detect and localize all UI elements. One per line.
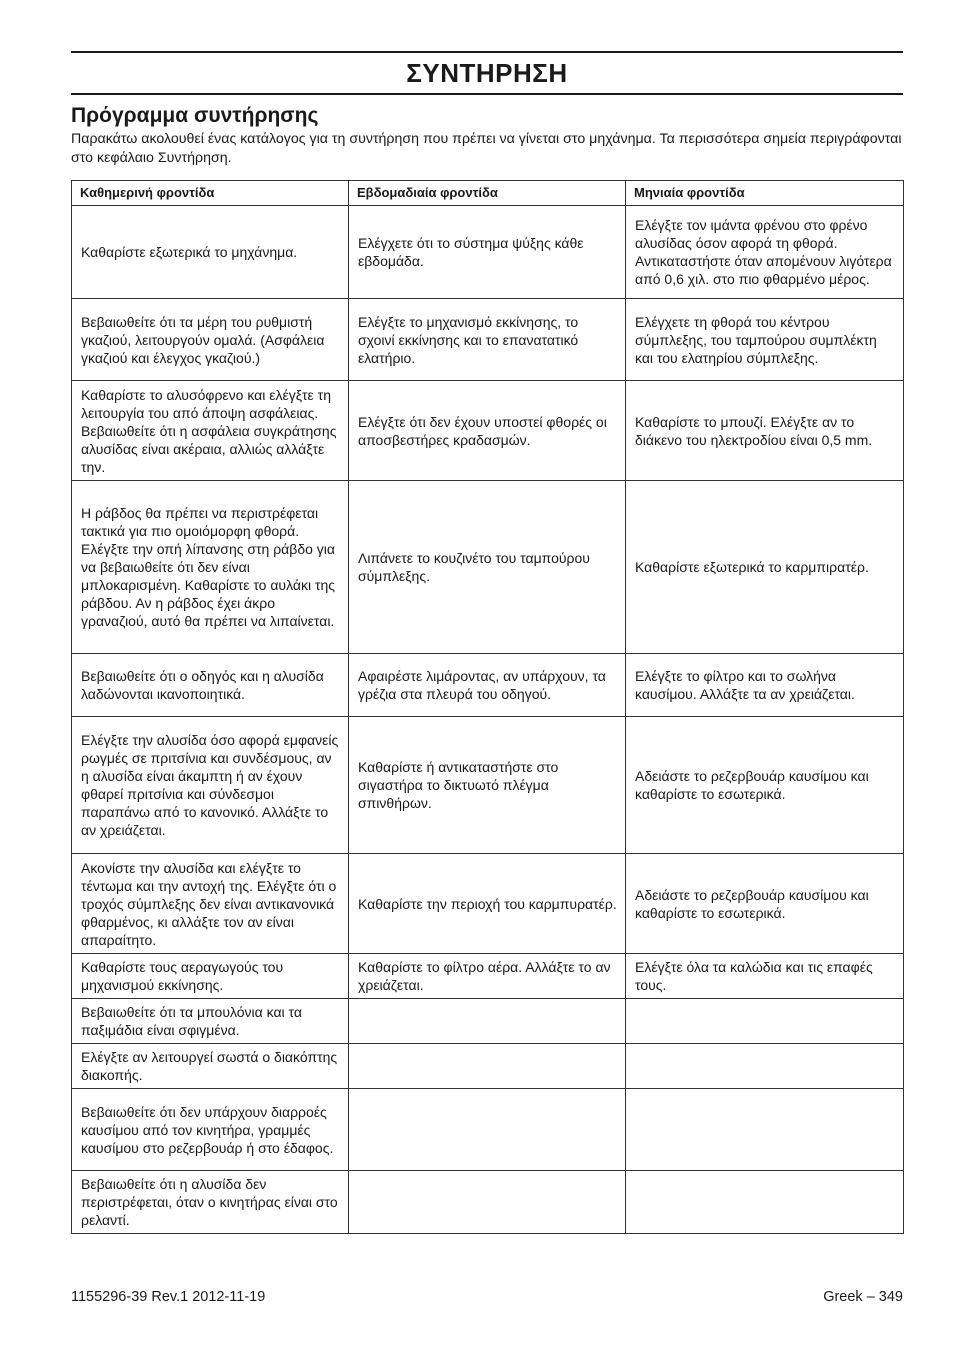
- page-number: Greek – 349: [823, 1289, 903, 1305]
- table-row: [72, 381, 904, 481]
- cell-daily: Βεβαιωθείτε ότι η αλυσίδα δεν περιστρέφεται, όταν ο κινητήρας είναι στο ρελαντί.: [72, 1171, 349, 1234]
- cell-daily: Ακονίστε την αλυσίδα και ελέγξτε το τέντωμα και την αντοχή της. Ελέγξτε ότι ο τροχός σύμπλεξης δεν είναι αντικανονικά φθαρμένος, κι αλλάξτε τον αν είναι απαραίτητο.: [72, 854, 349, 954]
- table-row: [72, 481, 904, 654]
- top-rule: [71, 51, 903, 53]
- table-row: [72, 717, 904, 854]
- cell-weekly: Λιπάνετε το κουζινέτο του ταμπούρου σύμπλεξης.: [349, 481, 626, 654]
- cell-daily: Βεβαιωθείτε ότι δεν υπάρχουν διαρροές καυσίμου από τον κινητήρα, γραμμές καυσίμου στο ρεζερβουάρ ή στο έδαφος.: [72, 1089, 349, 1171]
- cell-daily: Ελέγξτε αν λειτουργεί σωστά ο διακόπτης διακοπής.: [72, 1044, 349, 1089]
- table-row: [72, 1044, 904, 1089]
- cell-monthly: Ελέγχετε τη φθορά του κέντρου σύμπλεξης, του ταμπούρου συμπλέκτη και του ελατηρίου σύμπλεξης.: [626, 299, 904, 381]
- cell-daily: Βεβαιωθείτε ότι τα μπουλόνια και τα παξιμάδια είναι σφιγμένα.: [72, 999, 349, 1044]
- cell-monthly: [626, 1044, 904, 1089]
- table-row: [72, 854, 904, 954]
- title-rule: [71, 93, 903, 95]
- intro-paragraph: Παρακάτω ακολουθεί ένας κατάλογος για τη συντήρηση που πρέπει να γίνεται στο μηχάνημα. Τα περισσότερα σημεία περιγράφονται στο κεφάλαιο Συντήρηση.: [71, 131, 902, 166]
- cell-weekly: [349, 999, 626, 1044]
- cell-daily: Καθαρίστε το αλυσόφρενο και ελέγξτε τη λειτουργία του από άποψη ασφάλειας. Βεβαιωθείτε ότι η ασφάλεια συγκράτησης αλυσίδας είναι ακέραια, αλλιώς αλλάξτε την.: [72, 381, 349, 481]
- cell-daily: Βεβαιωθείτε ότι τα μέρη του ρυθμιστή γκαζιού, λειτουργούν ομαλά. (Ασφάλεια γκαζιού και έλεγχος γκαζιού.): [72, 299, 349, 381]
- cell-weekly: Καθαρίστε ή αντικαταστήστε στο σιγαστήρα το δικτυωτό πλέγμα σπινθήρων.: [349, 717, 626, 854]
- cell-weekly: [349, 1171, 626, 1234]
- cell-weekly: Ελέγξτε το μηχανισμό εκκίνησης, το σχοινί εκκίνησης και το επανατατικό ελατήριο.: [349, 299, 626, 381]
- cell-monthly: [626, 1171, 904, 1234]
- cell-daily: Καθαρίστε εξωτερικά το μηχάνημα.: [72, 206, 349, 299]
- cell-monthly: Καθαρίστε το μπουζί. Ελέγξτε αν το διάκενο του ηλεκτροδίου είναι 0,5 mm.: [626, 381, 904, 481]
- cell-daily: Βεβαιωθείτε ότι ο οδηγός και η αλυσίδα λαδώνονται ικανοποιητικά.: [72, 654, 349, 717]
- table-row: [72, 1171, 904, 1234]
- cell-weekly: Ελέγχετε ότι το σύστημα ψύξης κάθε εβδομάδα.: [349, 206, 626, 299]
- table-row: [72, 1089, 904, 1171]
- cell-weekly: Καθαρίστε το φίλτρο αέρα. Αλλάξτε το αν χρειάζεται.: [349, 954, 626, 999]
- cell-weekly: [349, 1044, 626, 1089]
- table-row: [72, 999, 904, 1044]
- cell-monthly: Ελέγξτε τον ιμάντα φρένου στο φρένο αλυσίδας όσον αφορά τη φθορά. Αντικαταστήστε όταν απομένουν λιγότερα από 0,6 χιλ. στο πιο φθαρμένο μέρος.: [626, 206, 904, 299]
- cell-monthly: Αδειάστε το ρεζερβουάρ καυσίμου και καθαρίστε το εσωτερικά.: [626, 717, 904, 854]
- cell-daily: Καθαρίστε τους αεραγωγούς του μηχανισμού εκκίνησης.: [72, 954, 349, 999]
- table-row: [72, 654, 904, 717]
- cell-weekly: Καθαρίστε την περιοχή του καρμπυρατέρ.: [349, 854, 626, 954]
- table-header-row: [72, 181, 904, 206]
- cell-weekly: Αφαιρέστε λιμάροντας, αν υπάρχουν, τα γρέζια στα πλευρά του οδηγού.: [349, 654, 626, 717]
- table-row: [72, 206, 904, 299]
- cell-monthly: Καθαρίστε εξωτερικά το καρμπιρατέρ.: [626, 481, 904, 654]
- maintenance-schedule-table: [71, 180, 904, 1234]
- header-daily: Καθημερινή φροντίδα: [72, 181, 349, 206]
- cell-monthly: [626, 999, 904, 1044]
- table-row: [72, 299, 904, 381]
- header-weekly: Εβδομαδιαία φροντίδα: [349, 181, 626, 206]
- cell-daily: Η ράβδος θα πρέπει να περιστρέφεται τακτικά για πιο ομοιόμορφη φθορά. Ελέγξτε την οπή λίπανσης στη ράβδο για να βεβαιωθείτε ότι δεν είναι μπλοκαρισμένη. Καθαρίστε το αυλάκι της ράβδου. Αν η ράβδος έχει άκρο γραναζιού, αυτό θα πρέπει να λιπαίνεται.: [72, 481, 349, 654]
- page-subtitle: Πρόγραμμα συντήρησης: [71, 104, 319, 127]
- cell-monthly: Ελέγξτε όλα τα καλώδια και τις επαφές τους.: [626, 954, 904, 999]
- cell-monthly: Αδειάστε το ρεζερβουάρ καυσίμου και καθαρίστε το εσωτερικά.: [626, 854, 904, 954]
- cell-monthly: Ελέγξτε το φίλτρο και το σωλήνα καυσίμου. Αλλάξτε τα αν χρειάζεται.: [626, 654, 904, 717]
- cell-weekly: [349, 1089, 626, 1171]
- cell-weekly: Ελέγξτε ότι δεν έχουν υποστεί φθορές οι αποσβεστήρες κραδασμών.: [349, 381, 626, 481]
- header-monthly: Μηνιαία φροντίδα: [626, 181, 904, 206]
- cell-monthly: [626, 1089, 904, 1171]
- section-title: ΣΥΝΤΗΡΗΣΗ: [406, 58, 568, 88]
- document-reference: 1155296-39 Rev.1 2012-11-19: [71, 1289, 266, 1305]
- table-row: [72, 954, 904, 999]
- cell-daily: Ελέγξτε την αλυσίδα όσο αφορά εμφανείς ρωγμές σε πριτσίνια και συνδέσμους, αν η αλυσίδα είναι άκαμπτη ή αν έχουν φθαρεί πριτσίνια και σύνδεσμοι παραπάνω από το κανονικό. Αλλάξτε το αν χρειάζεται.: [72, 717, 349, 854]
